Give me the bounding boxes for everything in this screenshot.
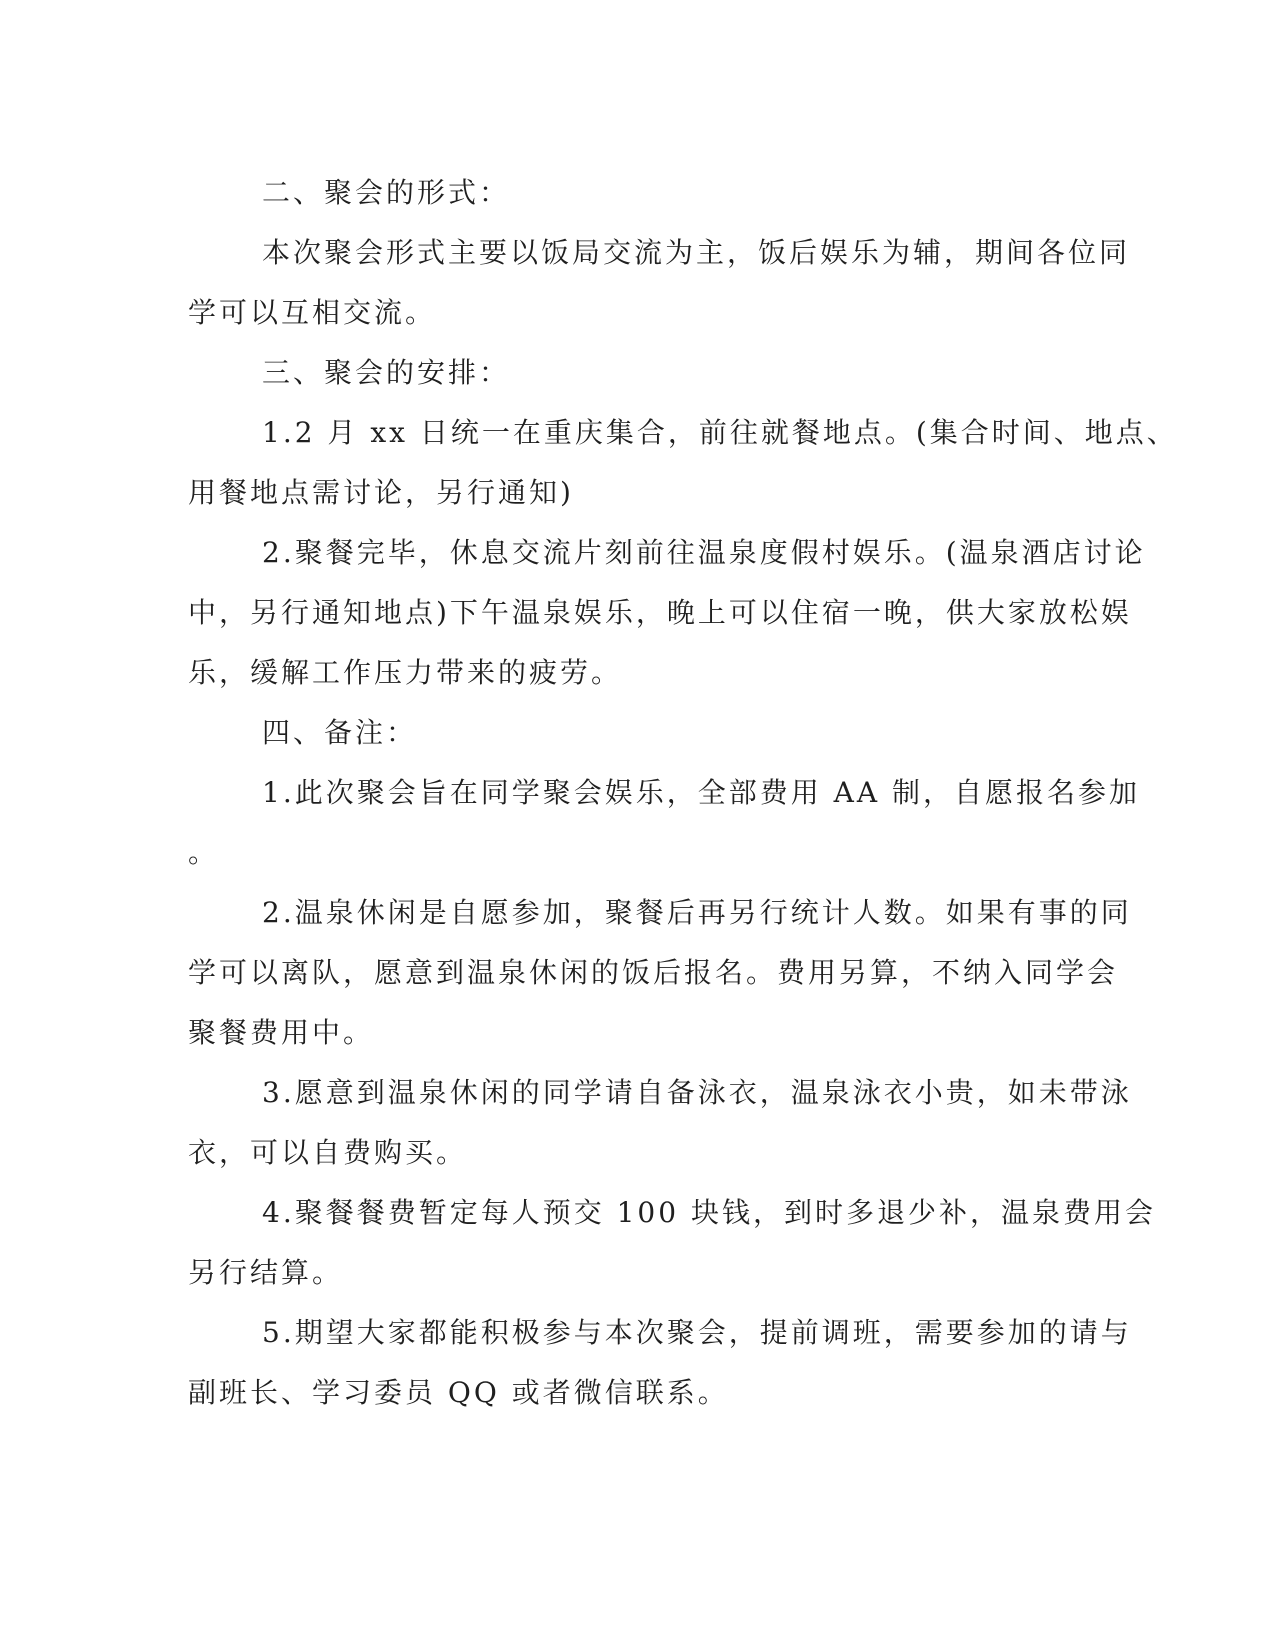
- paragraph-line: 衣，可以自费购买。: [188, 1136, 468, 1169]
- note-item-4: [188, 1183, 1156, 1303]
- section-heading-arrangement: [188, 343, 1088, 403]
- paragraph-line: 2.温泉休闲是自愿参加，聚餐后再另行统计人数。如果有事的同: [262, 896, 1132, 929]
- paragraph-line: 聚餐费用中。: [188, 1016, 375, 1049]
- paragraph-line: 2.聚餐完毕，休息交流片刻前往温泉度假村娱乐。(温泉酒店讨论: [262, 536, 1146, 569]
- paragraph-form-description: [188, 223, 1131, 343]
- arrangement-item-2: [188, 523, 1146, 703]
- section-heading-form: [188, 163, 1088, 223]
- heading-text: 二、聚会的形式：: [262, 176, 511, 209]
- paragraph-line: 。: [188, 836, 220, 869]
- paragraph-line: 4.聚餐餐费暂定每人预交 100 块钱，到时多退少补，温泉费用会: [262, 1196, 1156, 1229]
- paragraph-line: 本次聚会形式主要以饭局交流为主，饭后娱乐为辅，期间各位同: [262, 236, 1131, 269]
- paragraph-line: 用餐地点需讨论，另行通知): [188, 476, 574, 509]
- note-item-3: [188, 1063, 1132, 1183]
- heading-text: 四、备注：: [262, 716, 418, 749]
- paragraph-line: 另行结算。: [188, 1256, 344, 1289]
- paragraph-line: 5.期望大家都能积极参与本次聚会，提前调班，需要参加的请与: [262, 1316, 1132, 1349]
- note-item-5: [188, 1303, 1132, 1423]
- paragraph-line: 1.2 月 xx 日统一在重庆集合，前往就餐地点。(集合时间、地点、: [262, 416, 1178, 449]
- document-body: [188, 163, 1178, 1423]
- paragraph-line: 副班长、学习委员 QQ 或者微信联系。: [188, 1376, 729, 1409]
- heading-text: 三、聚会的安排：: [262, 356, 511, 389]
- paragraph-line: 学可以互相交流。: [188, 296, 437, 329]
- arrangement-item-1: [188, 403, 1178, 523]
- section-heading-notes: [188, 703, 1088, 763]
- note-item-1: [188, 763, 1140, 883]
- paragraph-line: 乐，缓解工作压力带来的疲劳。: [188, 656, 623, 689]
- paragraph-line: 1.此次聚会旨在同学聚会娱乐，全部费用 AA 制，自愿报名参加: [262, 776, 1140, 809]
- paragraph-line: 学可以离队，愿意到温泉休闲的饭后报名。费用另算，不纳入同学会: [188, 956, 1119, 989]
- note-item-2: [188, 883, 1132, 1063]
- paragraph-line: 3.愿意到温泉休闲的同学请自备泳衣，温泉泳衣小贵，如未带泳: [262, 1076, 1132, 1109]
- paragraph-line: 中，另行通知地点)下午温泉娱乐，晚上可以住宿一晚，供大家放松娱: [188, 596, 1132, 629]
